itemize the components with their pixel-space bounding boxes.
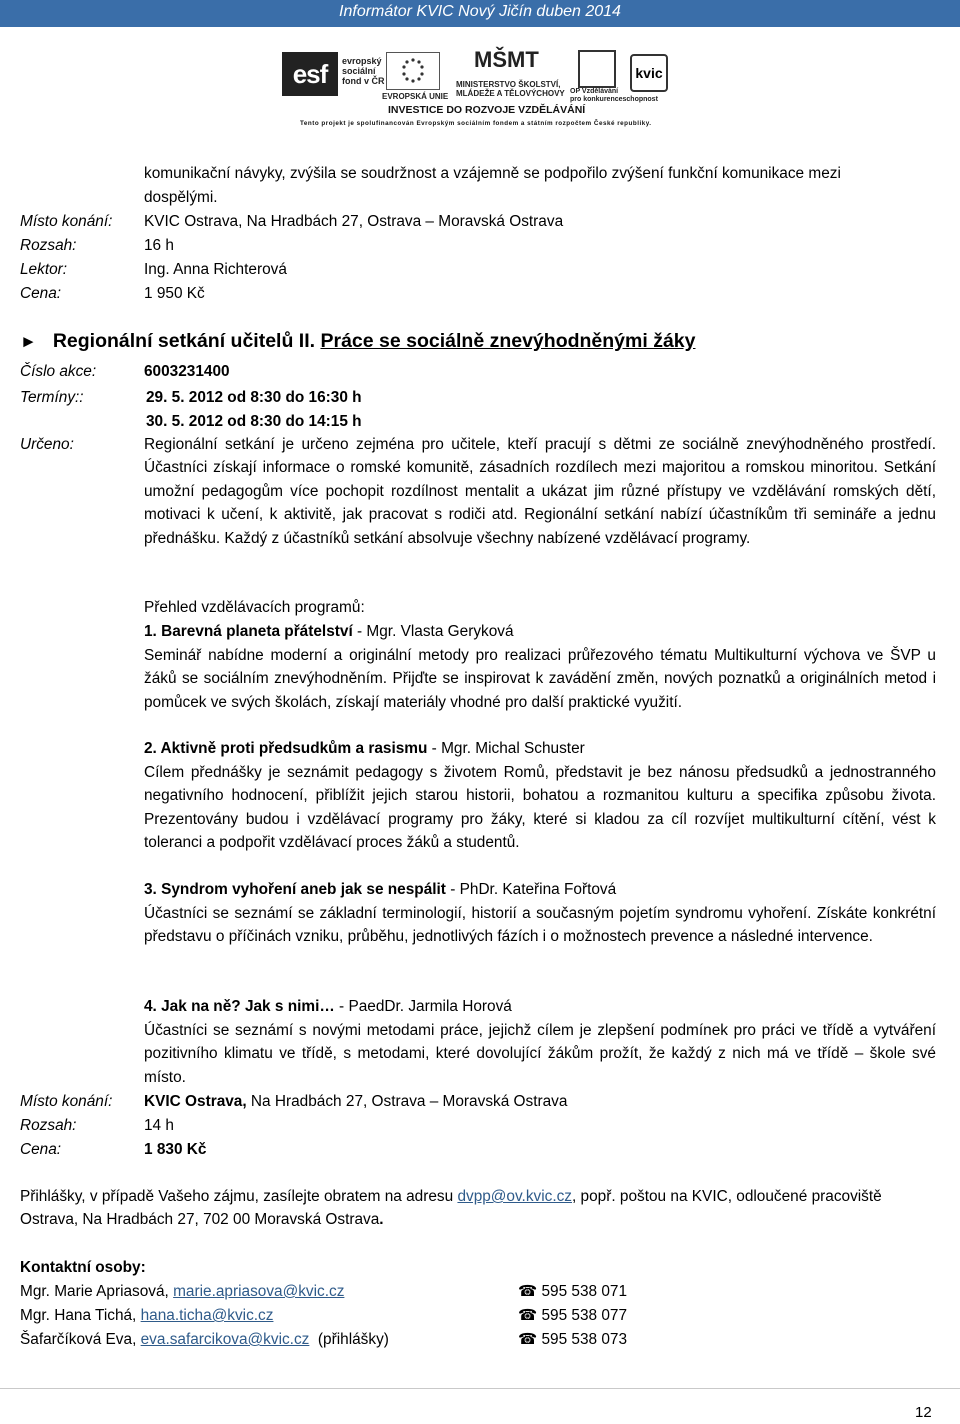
prihlasky-email-link[interactable]: dvpp@ov.kvic.cz bbox=[457, 1188, 572, 1205]
program-lecturer: - Mgr. Vlasta Geryková bbox=[352, 623, 514, 640]
program-3-text: Účastníci se seznámí se základní terminologií, historií a současným pojetím syndromu vyhoření. Získáte konkrétní představu o příčinách vzniku, průběhu, jednotlivých fázích i o možnostech prevence a následné intervence. bbox=[144, 905, 936, 946]
contact-phone bbox=[518, 1280, 627, 1303]
phone-icon: ☎ bbox=[518, 1283, 538, 1300]
termin-2: 30. 5. 2012 od 8:30 do 14:15 h bbox=[146, 413, 362, 430]
msmt-text-line: MINISTERSTVO ŠKOLSTVÍ, bbox=[456, 80, 561, 89]
msmt-logo: MŠMT bbox=[474, 47, 539, 72]
contact-phone-number: 595 538 073 bbox=[541, 1331, 628, 1348]
contact-phone bbox=[518, 1328, 627, 1351]
program-title: 2. Aktivně proti předsudkům a rasismu bbox=[144, 740, 428, 757]
prihlasky-text-after: , popř. poštou na KVIC, odloučené pracoviště Ostrava, Na Hradbách 27, 702 00 Moravská Ostrava bbox=[20, 1188, 882, 1229]
rozsah-label: Rozsah: bbox=[20, 237, 77, 254]
misto-bold: KVIC Ostrava, bbox=[144, 1093, 247, 1110]
contact-row bbox=[20, 1280, 344, 1303]
course-title-plain: Regionální setkání učitelů II. bbox=[52, 330, 321, 352]
contact-note: (přihlášky) bbox=[309, 1331, 389, 1348]
arrow-right-icon: ► bbox=[20, 332, 37, 351]
contact-email-link[interactable]: marie.apriasova@kvic.cz bbox=[173, 1283, 345, 1300]
header-title: Informátor KVIC Nový Jičín duben 2014 bbox=[339, 3, 621, 20]
continuation-line-1: komunikační návyky, zvýšila se soudržnost a vzájemně se podpořilo zvýšení funkční komunikace mezi bbox=[144, 165, 841, 182]
eu-label: EVROPSKÁ UNIE bbox=[382, 92, 449, 101]
esf-text-line: fond v ČR bbox=[342, 76, 385, 86]
esf-logo: esf bbox=[282, 52, 338, 96]
misto-rest: Na Hradbách 27, Ostrava – Moravská Ostrava bbox=[246, 1093, 568, 1110]
course-title-rest: Práce se sociálně znevýhodněnými žáky bbox=[320, 330, 696, 352]
contact-row bbox=[20, 1304, 273, 1327]
program-lecturer: - PaedDr. Jarmila Horová bbox=[334, 998, 512, 1015]
cislo-akce-value: 6003231400 bbox=[144, 363, 230, 380]
funding-tagline: Tento projekt je spolufinancován Evropským sociálním fondem a státním rozpočtem České republiky. bbox=[300, 120, 652, 127]
contact-email-link[interactable]: hana.ticha@kvic.cz bbox=[140, 1307, 274, 1324]
misto-value: KVIC Ostrava, Na Hradbách 27, Ostrava – Moravská Ostrava bbox=[144, 213, 564, 230]
investice-slogan: INVESTICE DO ROZVOJE VZDĚLÁVÁNÍ bbox=[388, 104, 586, 116]
rozsah-value: 16 h bbox=[144, 237, 174, 254]
misto-value-2 bbox=[144, 1090, 567, 1113]
prihlasky-paragraph bbox=[20, 1185, 936, 1232]
esf-text-line: evropský bbox=[342, 56, 382, 66]
eu-flag-logo bbox=[386, 52, 440, 90]
cena-label: Cena: bbox=[20, 285, 62, 302]
esf-text-line: sociální bbox=[342, 66, 376, 76]
program-lecturer: - Mgr. Michal Schuster bbox=[427, 740, 585, 757]
footer-divider bbox=[0, 1388, 960, 1389]
program-1-text: Seminář nabídne moderní a originální metody pro realizaci průřezového tématu Multikulturní výchova ve ŠVP u žáků se sociálním znevýhodněním. Přijďte se inspirovat k zavádění změn, nových poznatků a originálních metod i pomůcek ve svých školách, získají materiály vhodné pro další praktické využití. bbox=[144, 647, 936, 711]
terminy-label: Termíny:: bbox=[20, 389, 84, 406]
program-4-header bbox=[144, 995, 512, 1018]
prihlasky-end: . bbox=[379, 1211, 384, 1229]
program-2-text: Cílem přednášky je seznámit pedagogy s životem Romů, představit je bez nánosu předsudků a jednostranného negativního hodnocení, přiblížit jejich starou historii, bohatou a rozmanitou kulturu a specifika způsobu života. Prezentovány budou i vzdělávací programy pro žáky, které si kladou za cíl rozvíjet multikulturní cítění, vést k toleranci a podpořit vzdělávací proces žáků a studentů. bbox=[144, 764, 936, 852]
esf-logo-text bbox=[342, 56, 385, 86]
program-3-header bbox=[144, 878, 616, 901]
cena-value: 1 950 Kč bbox=[144, 285, 205, 302]
contact-name: Šafarčíková Eva, bbox=[20, 1331, 141, 1348]
prehled-heading: Přehled vzdělávacích programů: bbox=[144, 599, 365, 616]
eu-stars-icon bbox=[387, 53, 439, 89]
logo-strip bbox=[278, 46, 670, 134]
op-text-line: OP Vzdělávání bbox=[570, 88, 619, 95]
termin-1: 29. 5. 2012 od 8:30 do 16:30 h bbox=[146, 389, 362, 406]
rozsah-value-2: 14 h bbox=[144, 1117, 174, 1134]
phone-icon: ☎ bbox=[518, 1307, 538, 1324]
continuation-line-2: dospělými. bbox=[144, 189, 218, 206]
page-number: 12 bbox=[915, 1404, 932, 1421]
contact-phone bbox=[518, 1304, 627, 1327]
msmt-text-line: MLÁDEŽE A TĚLOVÝCHOVY bbox=[456, 89, 565, 98]
contact-phone-number: 595 538 077 bbox=[541, 1307, 628, 1324]
prihlasky-text-before: Přihlášky, v případě Vašeho zájmu, zasílejte obratem na adresu bbox=[20, 1188, 458, 1205]
contact-name: Mgr. Hana Tichá, bbox=[20, 1307, 141, 1324]
phone-icon: ☎ bbox=[518, 1331, 538, 1348]
course-title bbox=[20, 326, 695, 357]
op-logo bbox=[578, 50, 616, 88]
misto-label: Místo konání: bbox=[20, 213, 113, 230]
running-header bbox=[0, 0, 960, 27]
contact-email-link[interactable]: eva.safarcikova@kvic.cz bbox=[140, 1331, 310, 1348]
program-4-text: Účastníci se seznámí s novými metodami práce, jejichž cílem je zlepšení podmínek pro práci ve třídě a vytváření pozitivního klimatu ve třídě, s metodami, které dovolující žákům prožít, že každý z nich má ve třídě – škole své místo. bbox=[144, 1022, 936, 1086]
msmt-logo-text bbox=[456, 80, 565, 98]
program-2-header bbox=[144, 737, 585, 760]
cena-label-2: Cena: bbox=[20, 1141, 62, 1158]
contacts-heading: Kontaktní osoby: bbox=[20, 1259, 146, 1276]
cena-value-2: 1 830 Kč bbox=[144, 1141, 207, 1158]
misto-label-2: Místo konání: bbox=[20, 1093, 113, 1110]
program-title: 1. Barevná planeta přátelství bbox=[144, 623, 353, 640]
rozsah-label-2: Rozsah: bbox=[20, 1117, 77, 1134]
cislo-akce-label: Číslo akce: bbox=[20, 363, 97, 380]
lektor-value: Ing. Anna Richterová bbox=[144, 261, 287, 278]
program-title: 3. Syndrom vyhoření aneb jak se nespálit bbox=[144, 881, 446, 898]
program-1-header bbox=[144, 620, 514, 643]
op-text-line: pro konkurenceschopnost bbox=[570, 96, 658, 103]
contact-name: Mgr. Marie Apriasová, bbox=[20, 1283, 174, 1300]
contact-row bbox=[20, 1328, 389, 1351]
urceno-label: Určeno: bbox=[20, 436, 74, 453]
lektor-label: Lektor: bbox=[20, 261, 68, 278]
urceno-text: Regionální setkání je určeno zejména pro učitele, kteří pracují s dětmi ze sociálně znevýhodněného prostředí. Účastníci získají informace o romské komunitě, zásadních rozdílech mezi majoritou a romskou minoritou. Setkání umožní pedagogům více pochopit rozdílnost mentalit a ukázat jim různé přístupy ve vzdělávání romských dětí, motivaci k učení, k aktivitě, jak pracovat s rodiči atd. Regionální setkání nabízí účastníkům tři semináře a jednu přednášku. Každý z účastníků setkání absolvuje všechny nabízené vzdělávací programy. bbox=[144, 436, 936, 547]
program-lecturer: - PhDr. Kateřina Fořtová bbox=[445, 881, 617, 898]
contact-phone-number: 595 538 071 bbox=[541, 1283, 628, 1300]
kvic-logo: kvic bbox=[630, 54, 668, 92]
program-title: 4. Jak na ně? Jak s nimi… bbox=[144, 998, 335, 1015]
